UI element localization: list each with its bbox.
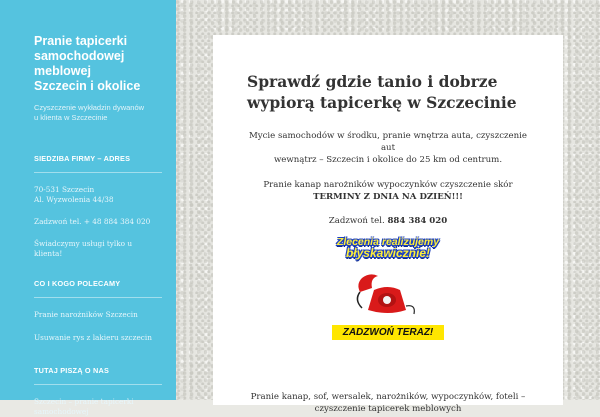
article-link-line[interactable]: Szczecin – pranie tapicerki (34, 397, 134, 406)
intro-line: wewnątrz – Szczecin i okolice do 25 km od centrum. (273, 155, 503, 165)
service-note-line: Świadczymy usługi tylko u (34, 239, 133, 248)
call-prefix: Zadzwoń tel. (328, 216, 385, 226)
site-description (34, 103, 162, 123)
widget-title-about: TUTAJ PISZĄ O NAS (34, 366, 110, 375)
site-title[interactable] (34, 34, 162, 94)
site-title-line[interactable]: Szczecin i okolice (34, 79, 141, 93)
address-line: 70-531 Szczecin (34, 185, 95, 194)
promo-headline-line: błyskawicznie! (345, 246, 431, 260)
widget-title-headquarters: SIEDZIBA FIRMY – ADRES (34, 154, 131, 163)
company-address (34, 185, 162, 205)
sidebar (0, 0, 176, 416)
intro-line: Mycie samochodów w środku, pranie wnętrza auta, czyszczenie aut (248, 131, 528, 153)
call-now-button[interactable]: ZADZWOŃ TERAZ! (332, 325, 444, 340)
call-number[interactable]: 884 384 020 (387, 216, 448, 226)
page-title-line: Sprawdź gdzie tanio i dobrze (247, 72, 498, 91)
widget-divider (34, 384, 162, 385)
sidebar-link-article[interactable] (34, 397, 162, 417)
service-note (34, 239, 162, 259)
widget-divider (34, 172, 162, 173)
site-title-line[interactable]: Pranie tapicerki (34, 34, 128, 48)
sidebar-link-corner-sofas[interactable]: Pranie narożników Szczecin (34, 310, 138, 319)
site-description-line: Czyszczenie wykładzin dywanów (34, 103, 145, 112)
promo-headline-line: Zlecenia realizujemy (336, 236, 440, 248)
content-card (213, 35, 563, 414)
promo-banner[interactable] (318, 237, 458, 347)
red-telephone-icon (348, 270, 428, 320)
intro-paragraph (247, 130, 529, 166)
widget-divider (34, 297, 162, 298)
page-title (247, 71, 529, 113)
address-line: Al. Wyzwolenia 44/38 (34, 195, 114, 204)
page-title-line: wypiorą tapicerkę w Szczecinie (247, 93, 517, 112)
promo-headline (318, 237, 458, 267)
site-title-line[interactable]: meblowej (34, 64, 91, 78)
site-description-line: u klienta w Szczecinie (34, 113, 108, 122)
furniture-line: Pranie kanap, sof, wersalek, narożników, wypoczynków, foteli – (250, 392, 526, 402)
call-paragraph (247, 215, 529, 227)
company-phone: Zadzwoń tel. + 48 884 384 020 (34, 217, 151, 226)
furniture-paragraph (247, 391, 529, 415)
widget-title-recommend: CO I KOGO POLECAMY (34, 279, 121, 288)
article-link-line[interactable]: samochodowej (34, 407, 89, 416)
sidebar-link-scratch-removal[interactable]: Usuwanie rys z lakieru szczecin (34, 333, 152, 342)
site-title-line[interactable]: samochodowej (34, 49, 125, 63)
terms-highlight: TERMINY Z DNIA NA DZIEŃ!!! (313, 192, 463, 202)
services-line: Pranie kanap narożników wypoczynków czyszczenie skór (263, 180, 513, 190)
services-paragraph (247, 179, 529, 203)
service-note-line: klienta! (34, 249, 63, 258)
furniture-line: czyszczenie tapicerek meblowych (314, 404, 462, 414)
